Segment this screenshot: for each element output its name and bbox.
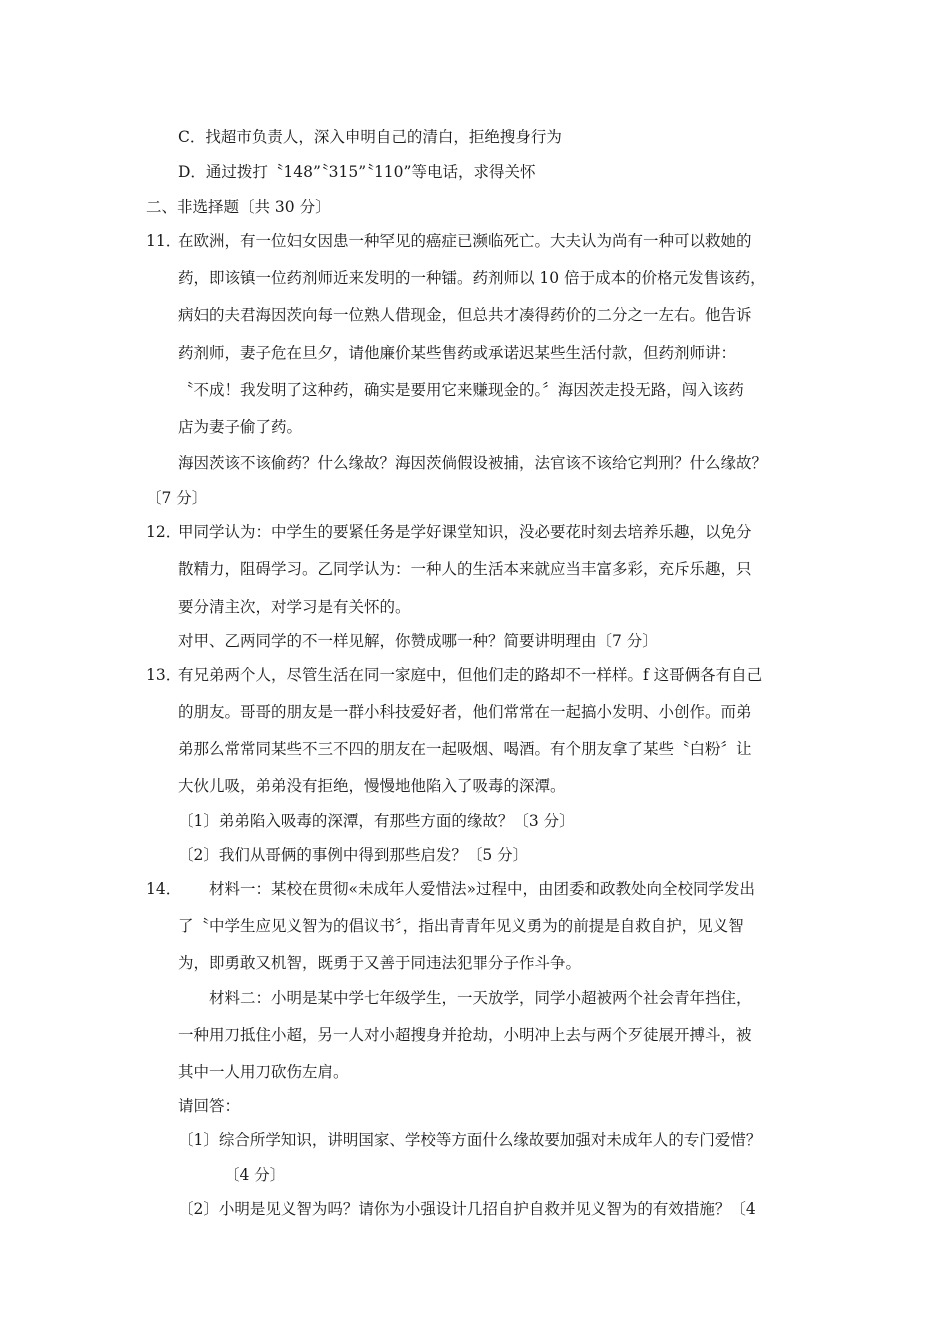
question-text-line: 〝不成！我发明了这种药，确实是要用它来赚现金的。〞海因茨走投无路，闯入该药 bbox=[178, 381, 744, 399]
question-text-line: 的朋友。哥哥的朋友是一群小科技爱好者，他们常常在一起搞小发明、小创作。而弟 bbox=[178, 703, 752, 721]
option-c: C．找超市负责人，深入申明自己的清白，拒绝搜身行为 bbox=[178, 128, 562, 146]
question-prompt: 海因茨该不该偷药？什么缘故？海因茨倘假设被捕，法官该不该给它判刑？什么缘故？ bbox=[178, 454, 768, 472]
material-line: 材料一：某校在贯彻«未成年人爱惜法»过程中，由团委和政教处向全校同学发出 bbox=[209, 880, 755, 898]
question-score: 〔7 分〕 bbox=[146, 489, 208, 507]
sub-question: 〔2〕小明是见义智为吗？请你为小强设计几招自护自救并见义智为的有效措施？〔4 bbox=[178, 1200, 756, 1218]
sub-question: 〔1〕综合所学知识，讲明国家、学校等方面什么缘故要加强对未成年人的专门爱惜？ bbox=[178, 1131, 762, 1149]
question-number: 13． bbox=[146, 666, 182, 684]
sub-question: 〔1〕弟弟陷入吸毒的深潭，有那些方面的缘故？〔3 分〕 bbox=[178, 812, 575, 830]
sub-question: 〔2〕我们从哥俩的事例中得到那些启发？〔5 分〕 bbox=[178, 846, 529, 864]
question-number: 11． bbox=[146, 232, 182, 250]
question-number: 14． bbox=[146, 880, 182, 898]
question-text-line: 药剂师，妻子危在旦夕，请他廉价某些售药或承诺迟某些生活付款，但药剂师讲： bbox=[178, 344, 737, 362]
material-line: 其中一人用刀砍伤左肩。 bbox=[178, 1063, 349, 1081]
question-text-line: 在欧洲，有一位妇女因患一种罕见的癌症已濒临死亡。大夫认为尚有一种可以救她的 bbox=[178, 232, 752, 250]
material-line: 一种用刀抵住小超，另一人对小超搜身并抢劫，小明冲上去与两个歹徒展开搏斗，被 bbox=[178, 1026, 752, 1044]
option-d: D．通过拨打〝148”〝315”〝110”等电话，求得关怀 bbox=[178, 163, 536, 181]
question-text-line: 甲同学认为：中学生的要紧任务是学好课堂知识，没必要花时刻去培养乐趣，以免分 bbox=[178, 523, 752, 541]
material-line: 材料二：小明是某中学七年级学生，一天放学，同学小超被两个社会青年挡住， bbox=[209, 989, 752, 1007]
question-text-line: 弟那么常常同某些不三不四的朋友在一起吸烟、喝酒。有个朋友拿了某些〝白粉〞让 bbox=[178, 740, 752, 758]
material-line: 了〝中学生应见义智为的倡议书〞，指出青青年见义勇为的前提是自救自护，见义智 bbox=[178, 917, 744, 935]
question-text-line: 大伙儿吸，弟弟没有拒绝，慢慢地他陷入了吸毒的深潭。 bbox=[178, 777, 566, 795]
question-text-line: 散精力，阻碍学习。乙同学认为：一种人的生活本来就应当丰富多彩，充斥乐趣，只 bbox=[178, 560, 752, 578]
question-text-line: 病妇的夫君海因茨向每一位熟人借现金，但总共才凑得药价的二分之一左右。他告诉 bbox=[178, 306, 752, 324]
question-text-line: 店为妻子偷了药。 bbox=[178, 418, 303, 436]
question-number: 12． bbox=[146, 523, 182, 541]
sub-question-score: 〔4 分〕 bbox=[224, 1166, 286, 1184]
question-text-line: 药，即该镇一位药剂师近来发明的一种镭。药剂师以 10 倍于成本的价格元发售该药， bbox=[178, 269, 766, 287]
section-heading: 二、非选择题〔共 30 分〕 bbox=[146, 198, 331, 216]
material-line: 为，即勇敢又机智，既勇于又善于同违法犯罪分子作斗争。 bbox=[178, 954, 582, 972]
answer-prompt: 请回答： bbox=[178, 1097, 241, 1115]
question-text-line: 有兄弟两个人，尽管生活在同一家庭中，但他们走的路却不一样样。f 这哥俩各有自己 bbox=[178, 666, 763, 684]
question-prompt: 对甲、乙两同学的不一样见解，你赞成哪一种？简要讲明理由〔7 分〕 bbox=[178, 632, 658, 650]
question-text-line: 要分清主次，对学习是有关怀的。 bbox=[178, 598, 411, 616]
